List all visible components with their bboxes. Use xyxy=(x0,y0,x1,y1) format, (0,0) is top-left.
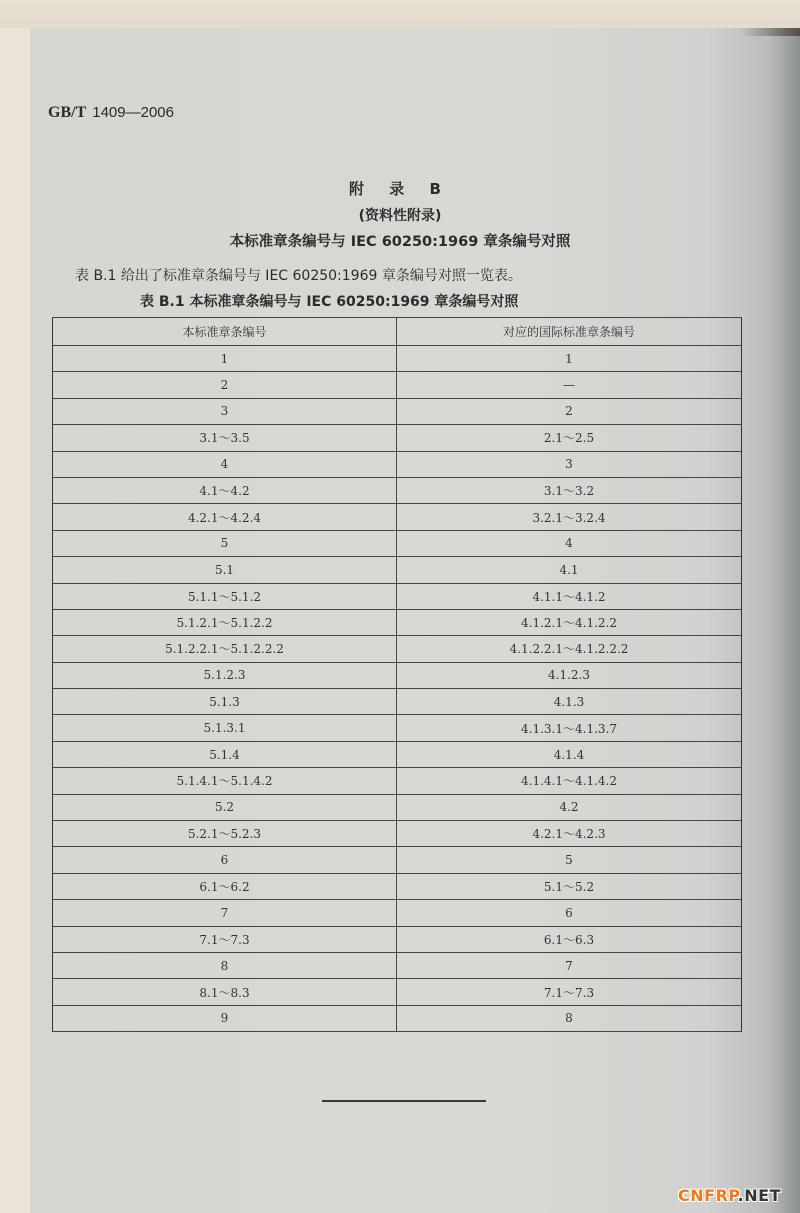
table-row xyxy=(53,794,742,820)
table-row xyxy=(53,477,742,503)
table-row xyxy=(53,557,742,583)
page-top-margin xyxy=(0,0,800,28)
table-row xyxy=(53,768,742,794)
this-standard-clause-cell: 4 xyxy=(53,451,397,477)
table-row xyxy=(53,847,742,873)
table-header-row xyxy=(53,318,742,346)
this-standard-clause-cell: 6.1～6.2 xyxy=(53,873,397,899)
this-standard-clause-cell: 5.1.3.1 xyxy=(53,715,397,741)
international-clause-cell: 3 xyxy=(397,451,742,477)
this-standard-clause-cell: 4.1～4.2 xyxy=(53,477,397,503)
this-standard-clause-cell: 5.1.4.1～5.1.4.2 xyxy=(53,768,397,794)
international-clause-cell: 5.1～5.2 xyxy=(397,873,742,899)
this-standard-clause-cell: 2 xyxy=(53,372,397,398)
this-standard-clause-cell: 5.1.2.2.1～5.1.2.2.2 xyxy=(53,636,397,662)
this-standard-clause-cell: 9 xyxy=(53,1005,397,1031)
this-standard-clause-cell: 7 xyxy=(53,900,397,926)
international-clause-cell: 4.2 xyxy=(397,794,742,820)
table-row xyxy=(53,821,742,847)
appendix-heading: 本标准章条编号与 IEC 60250:1969 章条编号对照 xyxy=(229,234,571,250)
table-row xyxy=(53,689,742,715)
table-row xyxy=(53,952,742,978)
watermark-tld: .NET xyxy=(737,1186,781,1205)
standard-code-number: 1409—2006 xyxy=(92,104,174,121)
table-row xyxy=(53,715,742,741)
this-standard-clause-cell: 5.1.2.1～5.1.2.2 xyxy=(53,609,397,635)
table-row xyxy=(53,346,742,372)
table-row xyxy=(53,979,742,1005)
this-standard-clause-cell: 5.2.1～5.2.3 xyxy=(53,821,397,847)
table-row xyxy=(53,451,742,477)
international-clause-cell: 5 xyxy=(397,847,742,873)
watermark-logo xyxy=(678,1186,781,1205)
appendix-title: 附 录 B xyxy=(349,180,451,198)
standard-code-prefix: GB/T xyxy=(48,104,87,121)
international-clause-cell: 4.1.4.1～4.1.4.2 xyxy=(397,768,742,794)
table-row xyxy=(53,530,742,556)
this-standard-clause-cell: 1 xyxy=(53,346,397,372)
standard-code xyxy=(48,104,174,122)
table-row xyxy=(53,636,742,662)
this-standard-clause-cell: 8 xyxy=(53,952,397,978)
table-caption: 表 B.1 本标准章条编号与 IEC 60250:1969 章条编号对照 xyxy=(140,294,519,310)
international-clause-cell: 6 xyxy=(397,900,742,926)
table-row xyxy=(53,372,742,398)
table-row xyxy=(53,1005,742,1031)
intro-paragraph: 表 B.1 给出了标准章条编号与 IEC 60250:1969 章条编号对照一览表。 xyxy=(75,268,522,284)
this-standard-clause-cell: 5.2 xyxy=(53,794,397,820)
table-row xyxy=(53,609,742,635)
international-clause-cell: 2.1～2.5 xyxy=(397,425,742,451)
watermark-brand: CNFRP xyxy=(678,1186,738,1205)
this-standard-clause-cell: 7.1～7.3 xyxy=(53,926,397,952)
this-standard-clause-cell: 4.2.1～4.2.4 xyxy=(53,504,397,530)
this-standard-clause-cell: 5.1.1～5.1.2 xyxy=(53,583,397,609)
international-clause-cell: 4.2.1～4.2.3 xyxy=(397,821,742,847)
comparison-table xyxy=(52,317,742,1032)
international-clause-cell: 4.1.3 xyxy=(397,689,742,715)
international-clause-cell: 7.1～7.3 xyxy=(397,979,742,1005)
page-corner-shadow xyxy=(740,28,800,36)
international-clause-cell: 4.1.3.1～4.1.3.7 xyxy=(397,715,742,741)
table-row xyxy=(53,873,742,899)
international-clause-cell: 7 xyxy=(397,952,742,978)
international-clause-cell: 4.1.2.1～4.1.2.2 xyxy=(397,609,742,635)
table-row xyxy=(53,425,742,451)
international-clause-cell: 2 xyxy=(397,398,742,424)
international-clause-cell: 4 xyxy=(397,530,742,556)
this-standard-clause-cell: 5.1.3 xyxy=(53,689,397,715)
table-row xyxy=(53,504,742,530)
international-clause-cell: 4.1 xyxy=(397,557,742,583)
international-clause-cell: 1 xyxy=(397,346,742,372)
this-standard-clause-cell: 5.1 xyxy=(53,557,397,583)
this-standard-clause-cell: 6 xyxy=(53,847,397,873)
international-clause-cell: 4.1.4 xyxy=(397,741,742,767)
international-clause-cell: 4.1.2.3 xyxy=(397,662,742,688)
table-row xyxy=(53,900,742,926)
international-clause-cell: 4.1.2.2.1～4.1.2.2.2 xyxy=(397,636,742,662)
end-rule xyxy=(322,1100,486,1102)
table-row xyxy=(53,662,742,688)
international-clause-cell: 8 xyxy=(397,1005,742,1031)
appendix-subtitle: (资料性附录) xyxy=(358,208,442,224)
this-standard-clause-cell: 3 xyxy=(53,398,397,424)
column-header-international-standard: 对应的国际标准章条编号 xyxy=(397,318,742,346)
international-clause-cell: 3.2.1～3.2.4 xyxy=(397,504,742,530)
this-standard-clause-cell: 8.1～8.3 xyxy=(53,979,397,1005)
this-standard-clause-cell: 5.1.2.3 xyxy=(53,662,397,688)
international-clause-cell: 4.1.1～4.1.2 xyxy=(397,583,742,609)
table-row xyxy=(53,398,742,424)
table-row xyxy=(53,926,742,952)
column-header-this-standard: 本标准章条编号 xyxy=(53,318,397,346)
this-standard-clause-cell: 5 xyxy=(53,530,397,556)
this-standard-clause-cell: 5.1.4 xyxy=(53,741,397,767)
international-clause-cell: 6.1～6.3 xyxy=(397,926,742,952)
clause-comparison-table xyxy=(52,317,742,1032)
international-clause-cell: — xyxy=(397,372,742,398)
international-clause-cell: 3.1～3.2 xyxy=(397,477,742,503)
this-standard-clause-cell: 3.1～3.5 xyxy=(53,425,397,451)
table-row xyxy=(53,741,742,767)
table-body xyxy=(53,346,742,1032)
table-row xyxy=(53,583,742,609)
